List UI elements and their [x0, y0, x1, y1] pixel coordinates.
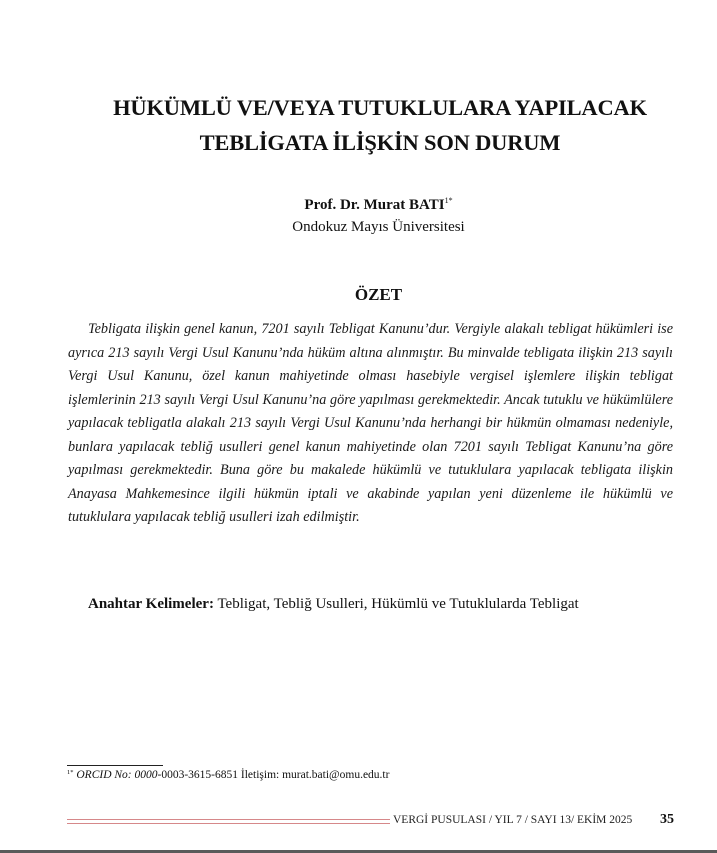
footer-rule-top	[67, 819, 390, 820]
author-footnote-mark[interactable]: 1*	[444, 196, 453, 205]
journal-running-footer: VERGİ PUSULASI / YIL 7 / SAYI 13/ EKİM 2025	[393, 814, 633, 826]
page-number: 35	[660, 812, 674, 827]
title-line-1: HÜKÜMLÜ VE/VEYA TUTUKLULARA YAPILACAK	[113, 95, 647, 120]
author-name	[0, 196, 717, 214]
footnote-orcid-label: ORCID No: 0000	[76, 769, 158, 781]
author-name-text: Prof. Dr. Murat BATI	[304, 197, 445, 213]
footnote-contact: -0003-3615-6851 İletişim: murat.bati@omu.edu.tr	[157, 769, 390, 781]
footer-rule-bottom	[67, 823, 390, 824]
footnote	[67, 769, 389, 781]
abstract-body: Tebligata ilişkin genel kanun, 7201 sayılı Tebligat Kanunu’dur. Vergiyle alakalı tebligat hükümleri ise ayrıca 213 sayılı Vergi Usul Kanunu’nda hüküm altına alınmıştır. Bu minvalde tebligata ilişkin 213 sayılı Vergi Usul Kanunu, özel kanun mahiyetinde olması hasebiyle vergisel işlemlere ilişkin tebligat işlemlerinin 213 sayılı Vergi Usul Kanunu’na göre yapılması gerekmektedir. Ancak tutuklu ve hükümlülere yapılacak tebligatla alakalı 213 sayılı Vergi Usul Kanunu’nda herhangi bir hükmün olmaması nedeniyle, bunlara yapılacak tebliğ usulleri genel kanun mahiyetinde olan 7201 sayılı Tebligat Kanunu’na göre yapılması gerekmektedir. Buna göre bu makalede hükümlü ve tutuklulara yapılacak tebligata ilişkin Anayasa Mahkemesince ilgili hükmün iptali ve akabinde yapılan yeni düzenleme ile hükümlü ve tutuklulara yapılacak tebliğ usulleri izah edilmiştir.	[68, 321, 673, 525]
author-affiliation: Ondokuz Mayıs Üniversitesi	[292, 219, 465, 235]
abstract-heading: ÖZET	[354, 285, 403, 304]
keywords-label: Anahtar Kelimeler:	[88, 596, 214, 612]
footnote-rule	[67, 765, 163, 766]
keywords-value: Tebligat, Tebliğ Usulleri, Hükümlü ve Tutuklularda Tebligat	[217, 596, 579, 612]
title-line-2: TEBLİGATA İLİŞKİN SON DURUM	[199, 130, 561, 155]
article-title	[40, 90, 717, 160]
keywords	[88, 596, 688, 613]
footnote-mark: 1*	[67, 769, 74, 776]
